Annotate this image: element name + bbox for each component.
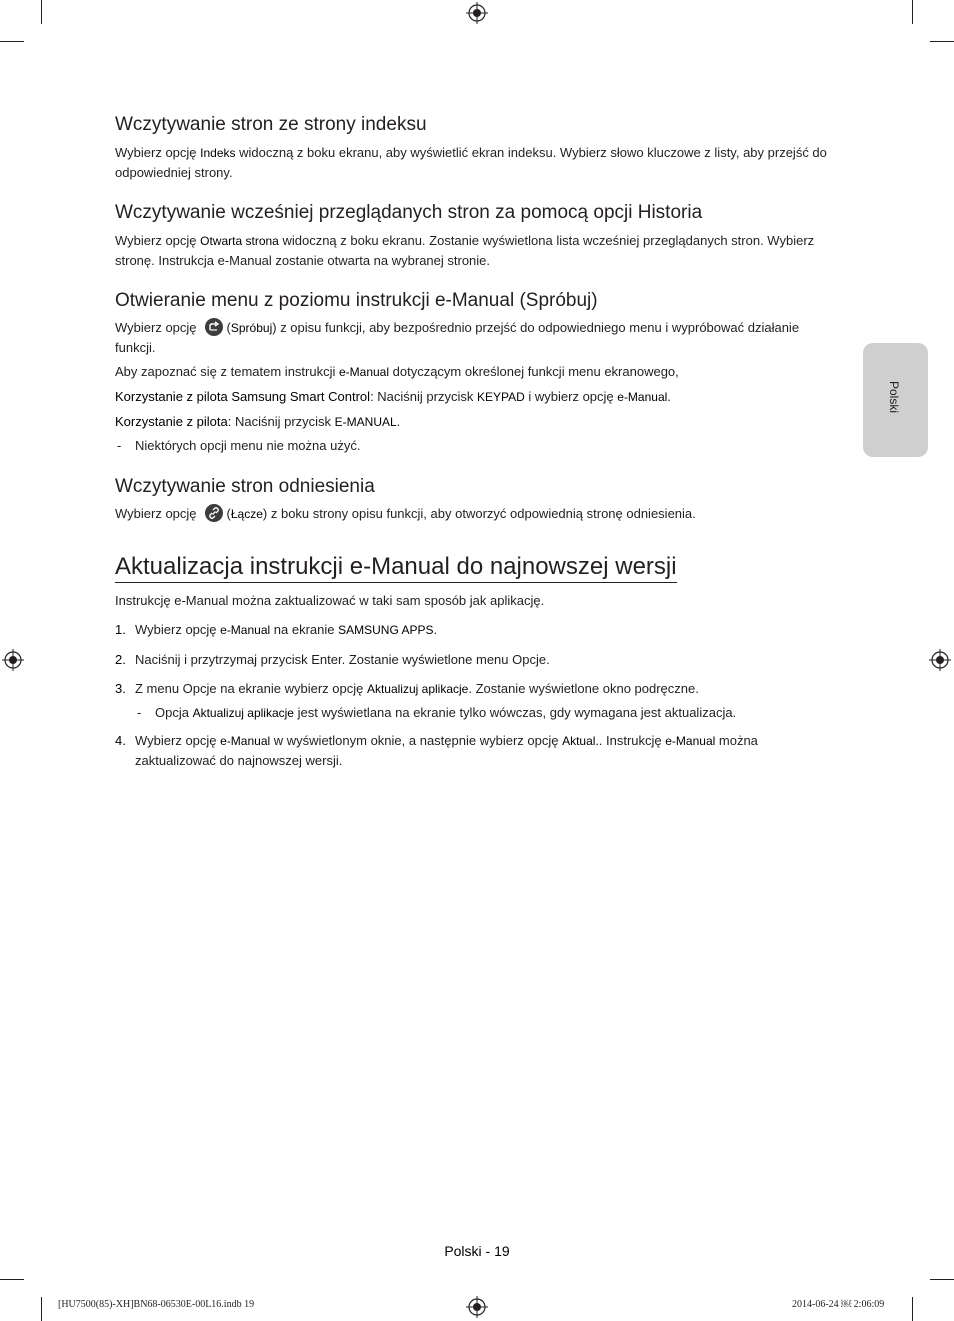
keyword: Aktualizuj aplikacje [366, 682, 469, 696]
text: Aby zapoznać się z tematem instrukcji [115, 364, 339, 379]
crop-mark [41, 1297, 42, 1321]
step-number: 4. [115, 733, 126, 748]
text: i wybierz opcję [524, 389, 618, 404]
language-side-tab [863, 343, 928, 457]
text: ) z opisu funkcji, aby bezpośrednio przejść do odpowiedniego menu i wypróbować działanie funkcji. [115, 320, 800, 355]
step-1 [135, 620, 830, 640]
step-2: Naciśnij i przytrzymaj przycisk Enter. Zostanie wyświetlone menu Opcje. [135, 652, 550, 667]
section-history-text [115, 231, 830, 270]
keyword: SAMSUNG APPS [338, 623, 434, 637]
text: . [667, 389, 671, 404]
section-title-link: Wczytywanie stron odniesienia [115, 476, 375, 497]
step-number: 1. [115, 622, 126, 637]
keyword: e-Manual [665, 734, 716, 748]
text: ( [226, 320, 231, 335]
text: . [396, 414, 401, 429]
text: Wybierz opcję [135, 622, 221, 637]
text: ( [226, 506, 231, 521]
keyword: Spróbuj [230, 321, 273, 335]
keyword: KEYPAD [476, 390, 525, 404]
label: Korzystanie z pilota [115, 414, 228, 429]
text: Wybierz opcję [135, 733, 221, 748]
section-index-text [115, 143, 830, 182]
step-number: 2. [115, 652, 126, 667]
section-try-text-2 [115, 362, 830, 382]
step-4 [135, 731, 775, 770]
keyword: E-MANUAL [334, 415, 397, 429]
text: na ekranie [270, 622, 339, 637]
text: . Zostanie wyświetlone okno podręczne. [468, 681, 699, 696]
text: ) z boku strony opisu funkcji, aby otworzyć odpowiednią stronę odniesienia. [262, 506, 696, 521]
text: : Naciśnij przycisk [227, 414, 335, 429]
registration-mark-icon [2, 649, 24, 671]
crop-mark [930, 41, 954, 42]
footer-date: 2014-06-24 ￼ 2:06:09 [792, 1299, 885, 1310]
keyword: Otwarta strona [200, 234, 279, 248]
main-title: Aktualizacja instrukcji e-Manual do najnowszej wersji [115, 553, 677, 583]
registration-mark-icon [929, 649, 951, 671]
section-try-text [115, 318, 830, 357]
text: dotyczącym określonej funkcji menu ekranowego, [389, 364, 679, 379]
keyword: Łącze [230, 507, 263, 521]
keyword: Aktualizuj aplikacje [192, 706, 294, 720]
section-title-try: Otwieranie menu z poziomu instrukcji e-Manual (Spróbuj) [115, 290, 598, 311]
crop-mark [912, 1297, 913, 1321]
text: Wybierz opcję [115, 506, 197, 521]
registration-mark-icon [466, 2, 488, 24]
text: Wybierz opcję [115, 145, 201, 160]
text: Wybierz opcję [115, 233, 201, 248]
keyword: Indeks [200, 146, 236, 160]
keyword: e-Manual [617, 390, 668, 404]
section-try-text-4 [115, 412, 830, 432]
step-3-note [155, 703, 830, 723]
section-title-history: Wczytywanie wcześniej przeglądanych stron za pomocą opcji Historia [115, 202, 703, 223]
text: widoczną z boku ekranu. Zostanie wyświetlona lista wcześniej przeglądanych stron. Wybierz stronę. Instrukcja e-Manual zostanie otwarta na wybranej stronie. [115, 233, 815, 268]
link-chain-icon [205, 504, 223, 522]
note-dash: - [137, 705, 142, 720]
text: można zaktualizować do najnowszej wersji. [135, 733, 758, 768]
crop-mark [0, 1279, 24, 1280]
crop-mark [0, 41, 24, 42]
text: w wyświetlonym oknie, a następnie wybierz opcję [270, 733, 563, 748]
keyword: e-Manual [338, 365, 390, 379]
crop-mark [912, 0, 913, 24]
text: . Instrukcję [598, 733, 666, 748]
section-try-text-3 [115, 387, 830, 407]
step-3 [135, 679, 830, 699]
note-dash: - [117, 438, 122, 453]
share-arrow-icon [205, 318, 223, 336]
language-side-tab-label: Polski [887, 381, 901, 414]
main-intro: Instrukcję e-Manual można zaktualizować w taki sam sposób jak aplikację. [115, 593, 545, 608]
text: : Naciśnij przycisk [370, 389, 477, 404]
crop-mark [41, 0, 42, 24]
page-number: Polski - 19 [444, 1243, 510, 1259]
label: Korzystanie z pilota Samsung Smart Control [115, 389, 371, 404]
section-try-note: Niektórych opcji menu nie można użyć. [135, 438, 361, 453]
text: Wybierz opcję [115, 320, 197, 335]
text: jest wyświetlana na ekranie tylko wówczas, gdy wymagana jest aktualizacja. [293, 705, 737, 720]
keyword: Aktual. [562, 734, 599, 748]
crop-mark [930, 1279, 954, 1280]
registration-mark-icon [466, 1296, 488, 1318]
section-link-text [115, 504, 830, 524]
step-number: 3. [115, 681, 126, 696]
text: widoczną z boku ekranu, aby wyświetlić ekran indeksu. Wybierz słowo kluczowe z listy, aby przejść do odpowiedniej strony. [115, 145, 827, 180]
text: Opcja [155, 705, 193, 720]
footer-file: [HU7500(85)-XH]BN68-06530E-00L16.indb 19 [58, 1299, 255, 1310]
keyword: e-Manual [220, 623, 271, 637]
section-title-index: Wczytywanie stron ze strony indeksu [115, 114, 427, 135]
keyword: e-Manual [220, 734, 271, 748]
text: . [433, 622, 438, 637]
text: Z menu Opcje na ekranie wybierz opcję [135, 681, 367, 696]
